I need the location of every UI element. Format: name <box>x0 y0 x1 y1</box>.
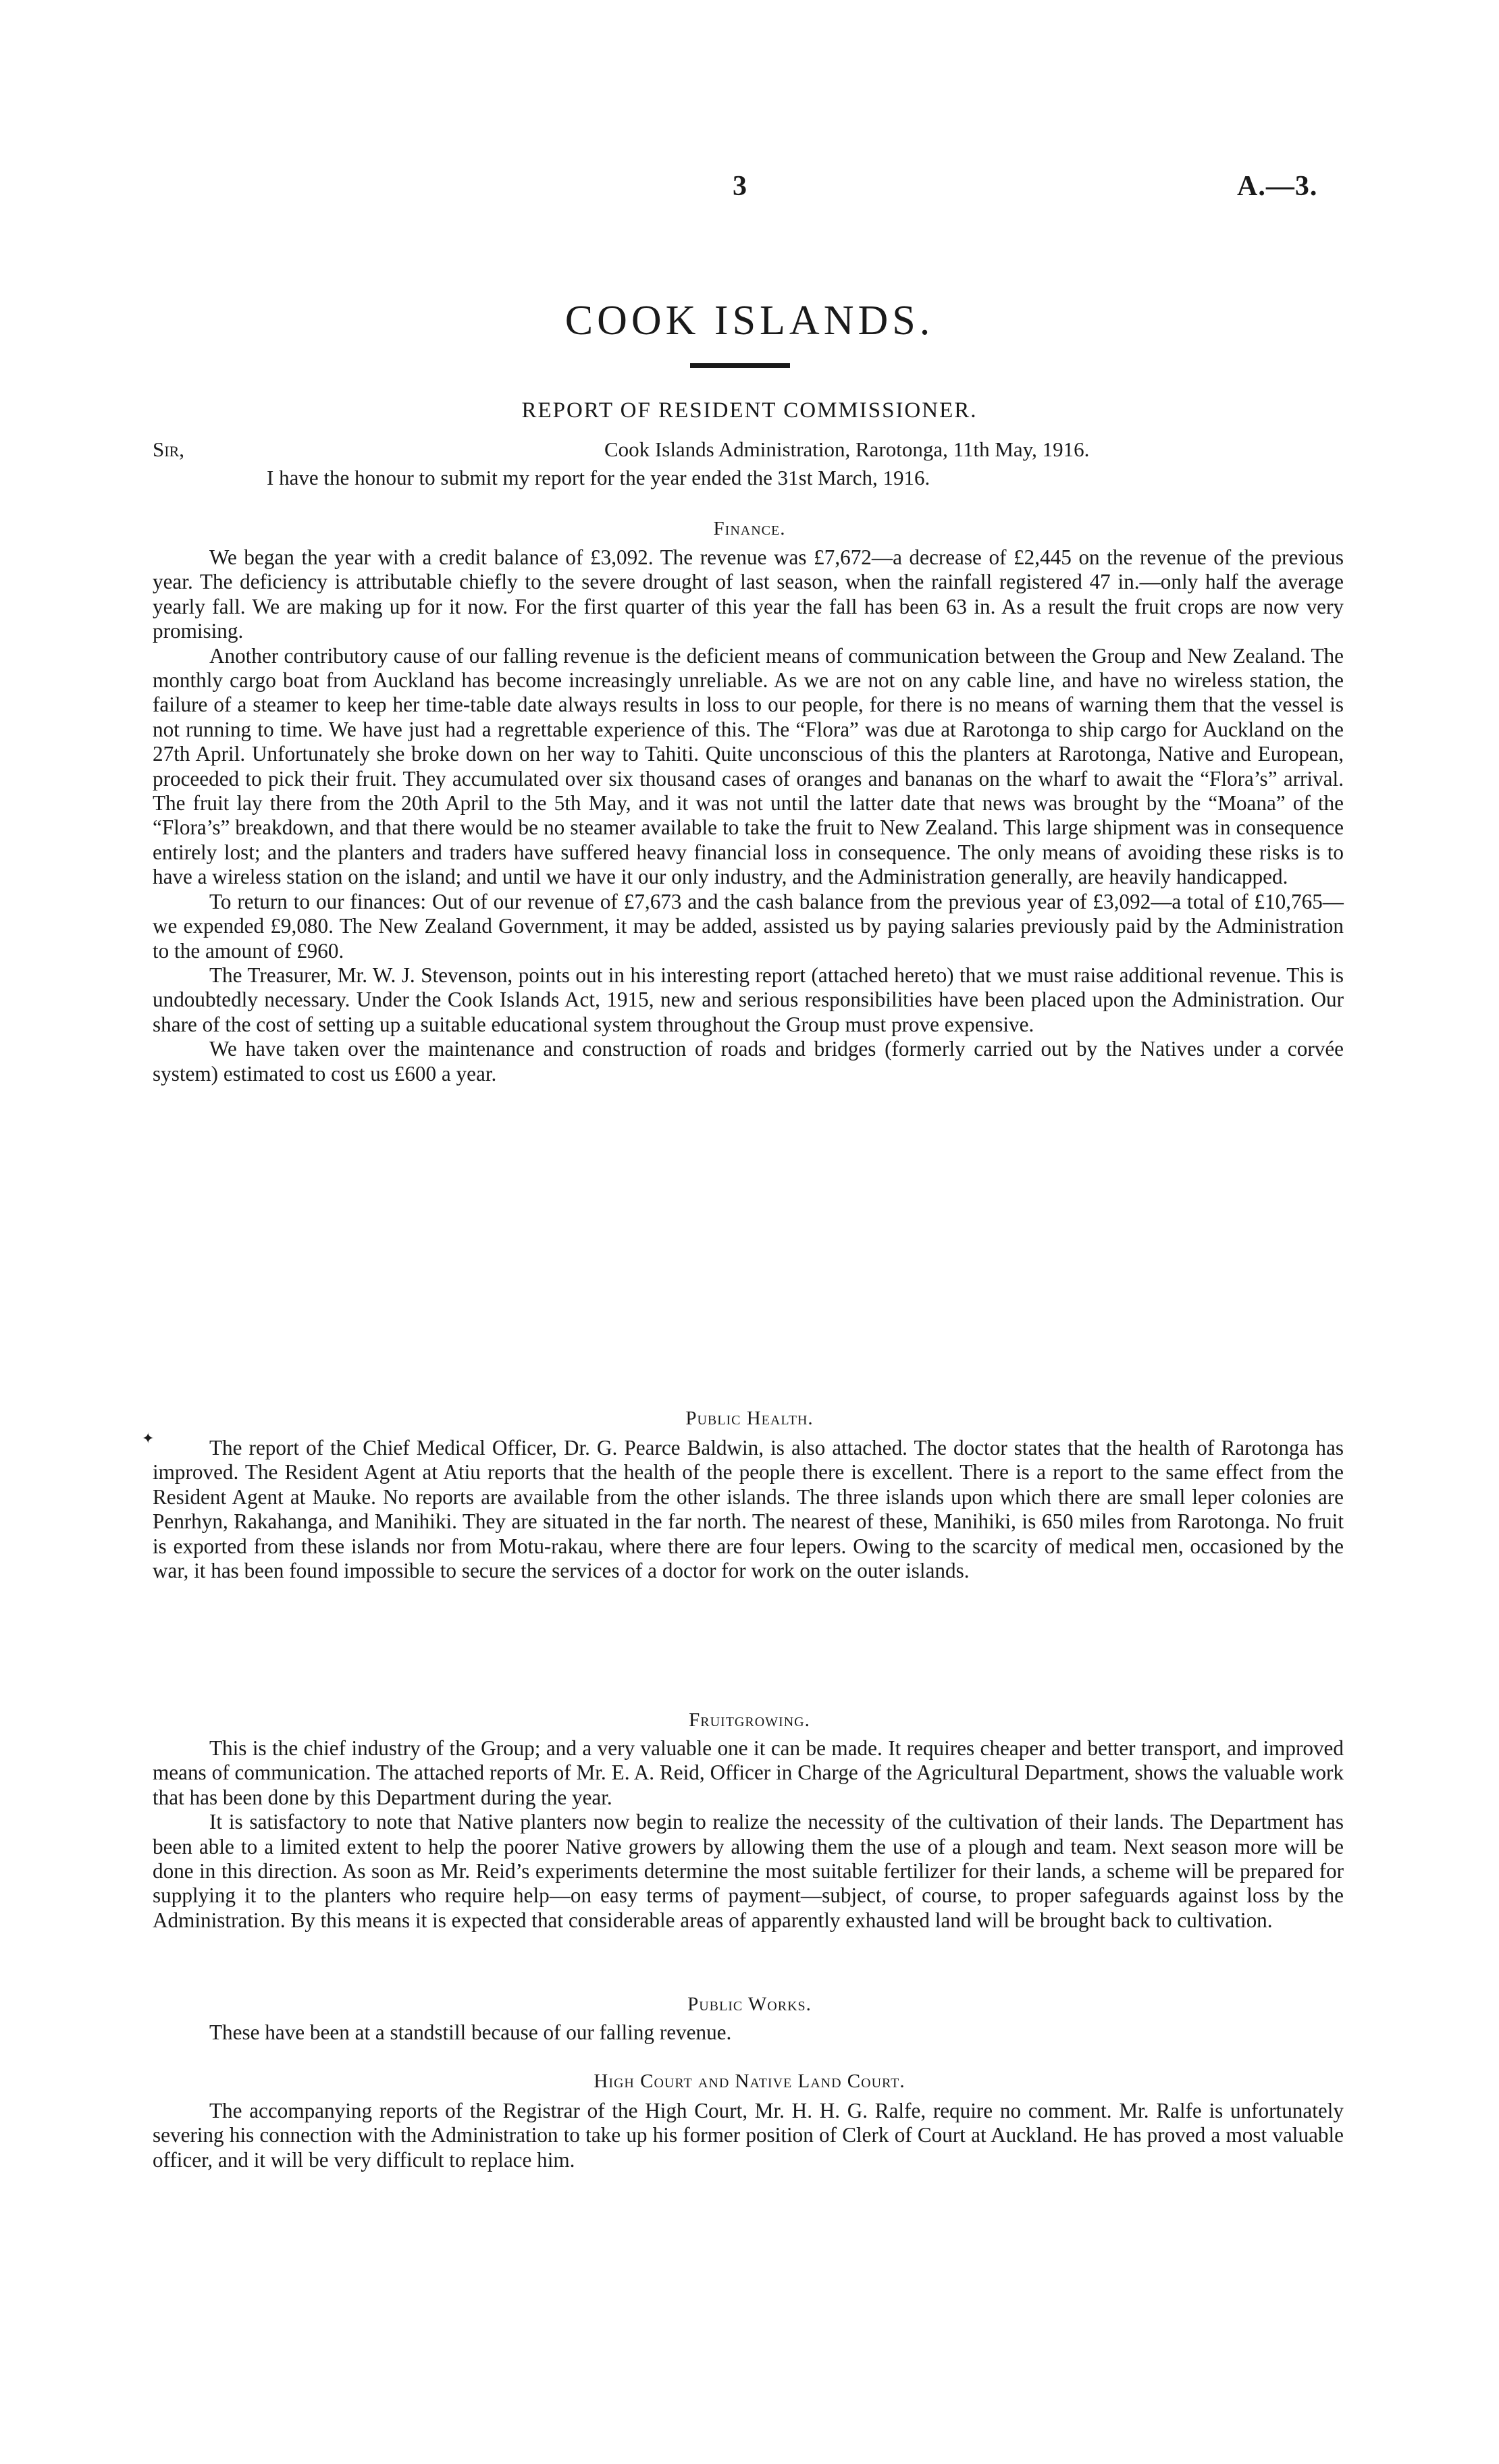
finance-paragraph: We began the year with a credit balance of £3,092. The revenue was £7,672—a decrease of £2,445 on the revenue of the previous year. The deficiency is attributable chiefly to the severe drought of last season, when the rainfall registered 47 in.—only half the average yearly fall. We are making up for it now. For the first quarter of this year the fall has been 63 in. As a result the fruit crops are now very promising. <box>153 545 1344 643</box>
courts-heading: High Court and Native Land Court. <box>594 2070 905 2092</box>
dateline: Cook Islands Administration, Rarotonga, 11th May, 1916. <box>604 437 1090 461</box>
public-works-heading: Public Works. <box>687 1993 812 2015</box>
public-works-paragraph: These have been at a standstill because of our falling revenue. <box>209 2020 732 2044</box>
public-health-section <box>153 1436 1344 1583</box>
finance-paragraph: We have taken over the maintenance and construction of roads and bridges (formerly carried out by the Natives under a corvée system) estimated to cost us £600 a year. <box>153 1037 1344 1086</box>
public-health-heading: Public Health. <box>685 1408 814 1429</box>
fruitgrowing-section <box>153 1736 1344 1933</box>
finance-section <box>153 545 1344 1086</box>
document-reference: A.—3. <box>1237 171 1318 202</box>
public-health-paragraph: The report of the Chief Medical Officer, Dr. G. Pearce Baldwin, is also attached. The doctor states that the health of Rarotonga has improved. The Resident Agent at Atiu reports that the health of the people there is excellent. There is a report to the same effect from the Resident Agent at Mauke. No reports are available from the other islands. The three islands upon which there are small leper colonies are Penrhyn, Rakahanga, and Manihiki. They are situated in the far north. The nearest of these, Manihiki, is 650 miles from Rarotonga. No fruit is exported from these islands nor from Motu-rakau, where there are four lepers. Owing to the scarcity of medical men, occasioned by the war, it has been found impossible to secure the services of a doctor for work on the outer islands. <box>153 1436 1344 1583</box>
report-subtitle: REPORT OF RESIDENT COMMISSIONER. <box>521 398 978 423</box>
courts-section <box>153 2099 1344 2172</box>
finance-paragraph: Another contributory cause of our falling revenue is the deficient means of communication between the Group and New Zealand. The monthly cargo boat from Auckland has become increasingly unreliable. As we are not on any cable line, and have no wireless station, the failure of a steamer to keep her time-table date always results in loss to our people, for there is no means of warning them that the vessel is not running to time. We have just had a regrettable experience of this. The “Flora” was due at Rarotonga to ship cargo for Auckland on the 27th April. Unfortunately she broke down on her way to Tahiti. Quite unconscious of this the planters at Rarotonga, Native and European, proceeded to pick their fruit. They accumulated over six thousand cases of oranges and bananas on the wharf to await the “Flora’s” arrival. The fruit lay there from the 20th April to the 5th May, and it was not until the latter date that news was brought by the “Moana” of the “Flora’s” breakdown, and that there would be no steamer available to take the fruit to New Zealand. This large shipment was in consequence entirely lost; and the planters and traders have suffered heavy financial loss in consequence. The only means of avoiding these risks is to have a wireless station on the island; and until we have it our only industry, and the Administration generally, are heavily handicapped. <box>153 643 1344 889</box>
public-works-section <box>153 2020 1344 2045</box>
salutation: Sir, <box>153 437 184 461</box>
fruitgrowing-paragraph: It is satisfactory to note that Native planters now begin to realize the necessity of the cultivation of their lands. The Department has been able to a limited extent to help the poorer Native growers by allowing them the use of a plough and team. Next season more will be done in this direction. As soon as Mr. Reid’s experiments determine the most suitable fertilizer for their lands, a scheme will be prepared for supplying it to the planters who require help—on easy terms of payment—subject, of course, to proper safeguards against loss by the Administration. By this means it is expected that considerable areas of apparently exhausted land will be brought back to cultivation. <box>153 1810 1344 1932</box>
courts-paragraph: The accompanying reports of the Registrar of the High Court, Mr. H. H. G. Ralfe, require no comment. Mr. Ralfe is unfortunately severing his connection with the Administration to take up his former position of Clerk of Court at Auckland. He has proved a most valuable officer, and it will be very difficult to replace him. <box>153 2099 1344 2172</box>
finance-paragraph: To return to our finances: Out of our revenue of £7,673 and the cash balance from the previous year of £3,092—a total of £10,765—we expended £9,080. The New Zealand Government, it may be added, assisted us by paying salaries previously paid by the Administration to the amount of £960. <box>153 889 1344 963</box>
title-rule <box>690 363 790 368</box>
margin-mark: ✦ <box>142 1430 155 1447</box>
intro-line: I have the honour to submit my report for the year ended the 31st March, 1916. <box>267 466 930 489</box>
finance-paragraph: The Treasurer, Mr. W. J. Stevenson, points out in his interesting report (attached hereto) that we must raise additional revenue. This is undoubtedly necessary. Under the Cook Islands Act, 1915, new and serious responsibilities have been placed upon the Administration. Our share of the cost of setting up a suitable educational system throughout the Group must prove expensive. <box>153 963 1344 1036</box>
fruitgrowing-heading: Fruitgrowing. <box>689 1709 810 1731</box>
fruitgrowing-paragraph: This is the chief industry of the Group; and a very valuable one it can be made. It requires cheaper and better transport, and improved means of communication. The attached reports of Mr. E. A. Reid, Officer in Charge of the Agricultural Department, shows the valuable work that has been done by this Department during the year. <box>153 1736 1344 1809</box>
document-title: COOK ISLANDS. <box>564 298 935 344</box>
page-number: 3 <box>733 171 747 202</box>
finance-heading: Finance. <box>713 518 786 539</box>
